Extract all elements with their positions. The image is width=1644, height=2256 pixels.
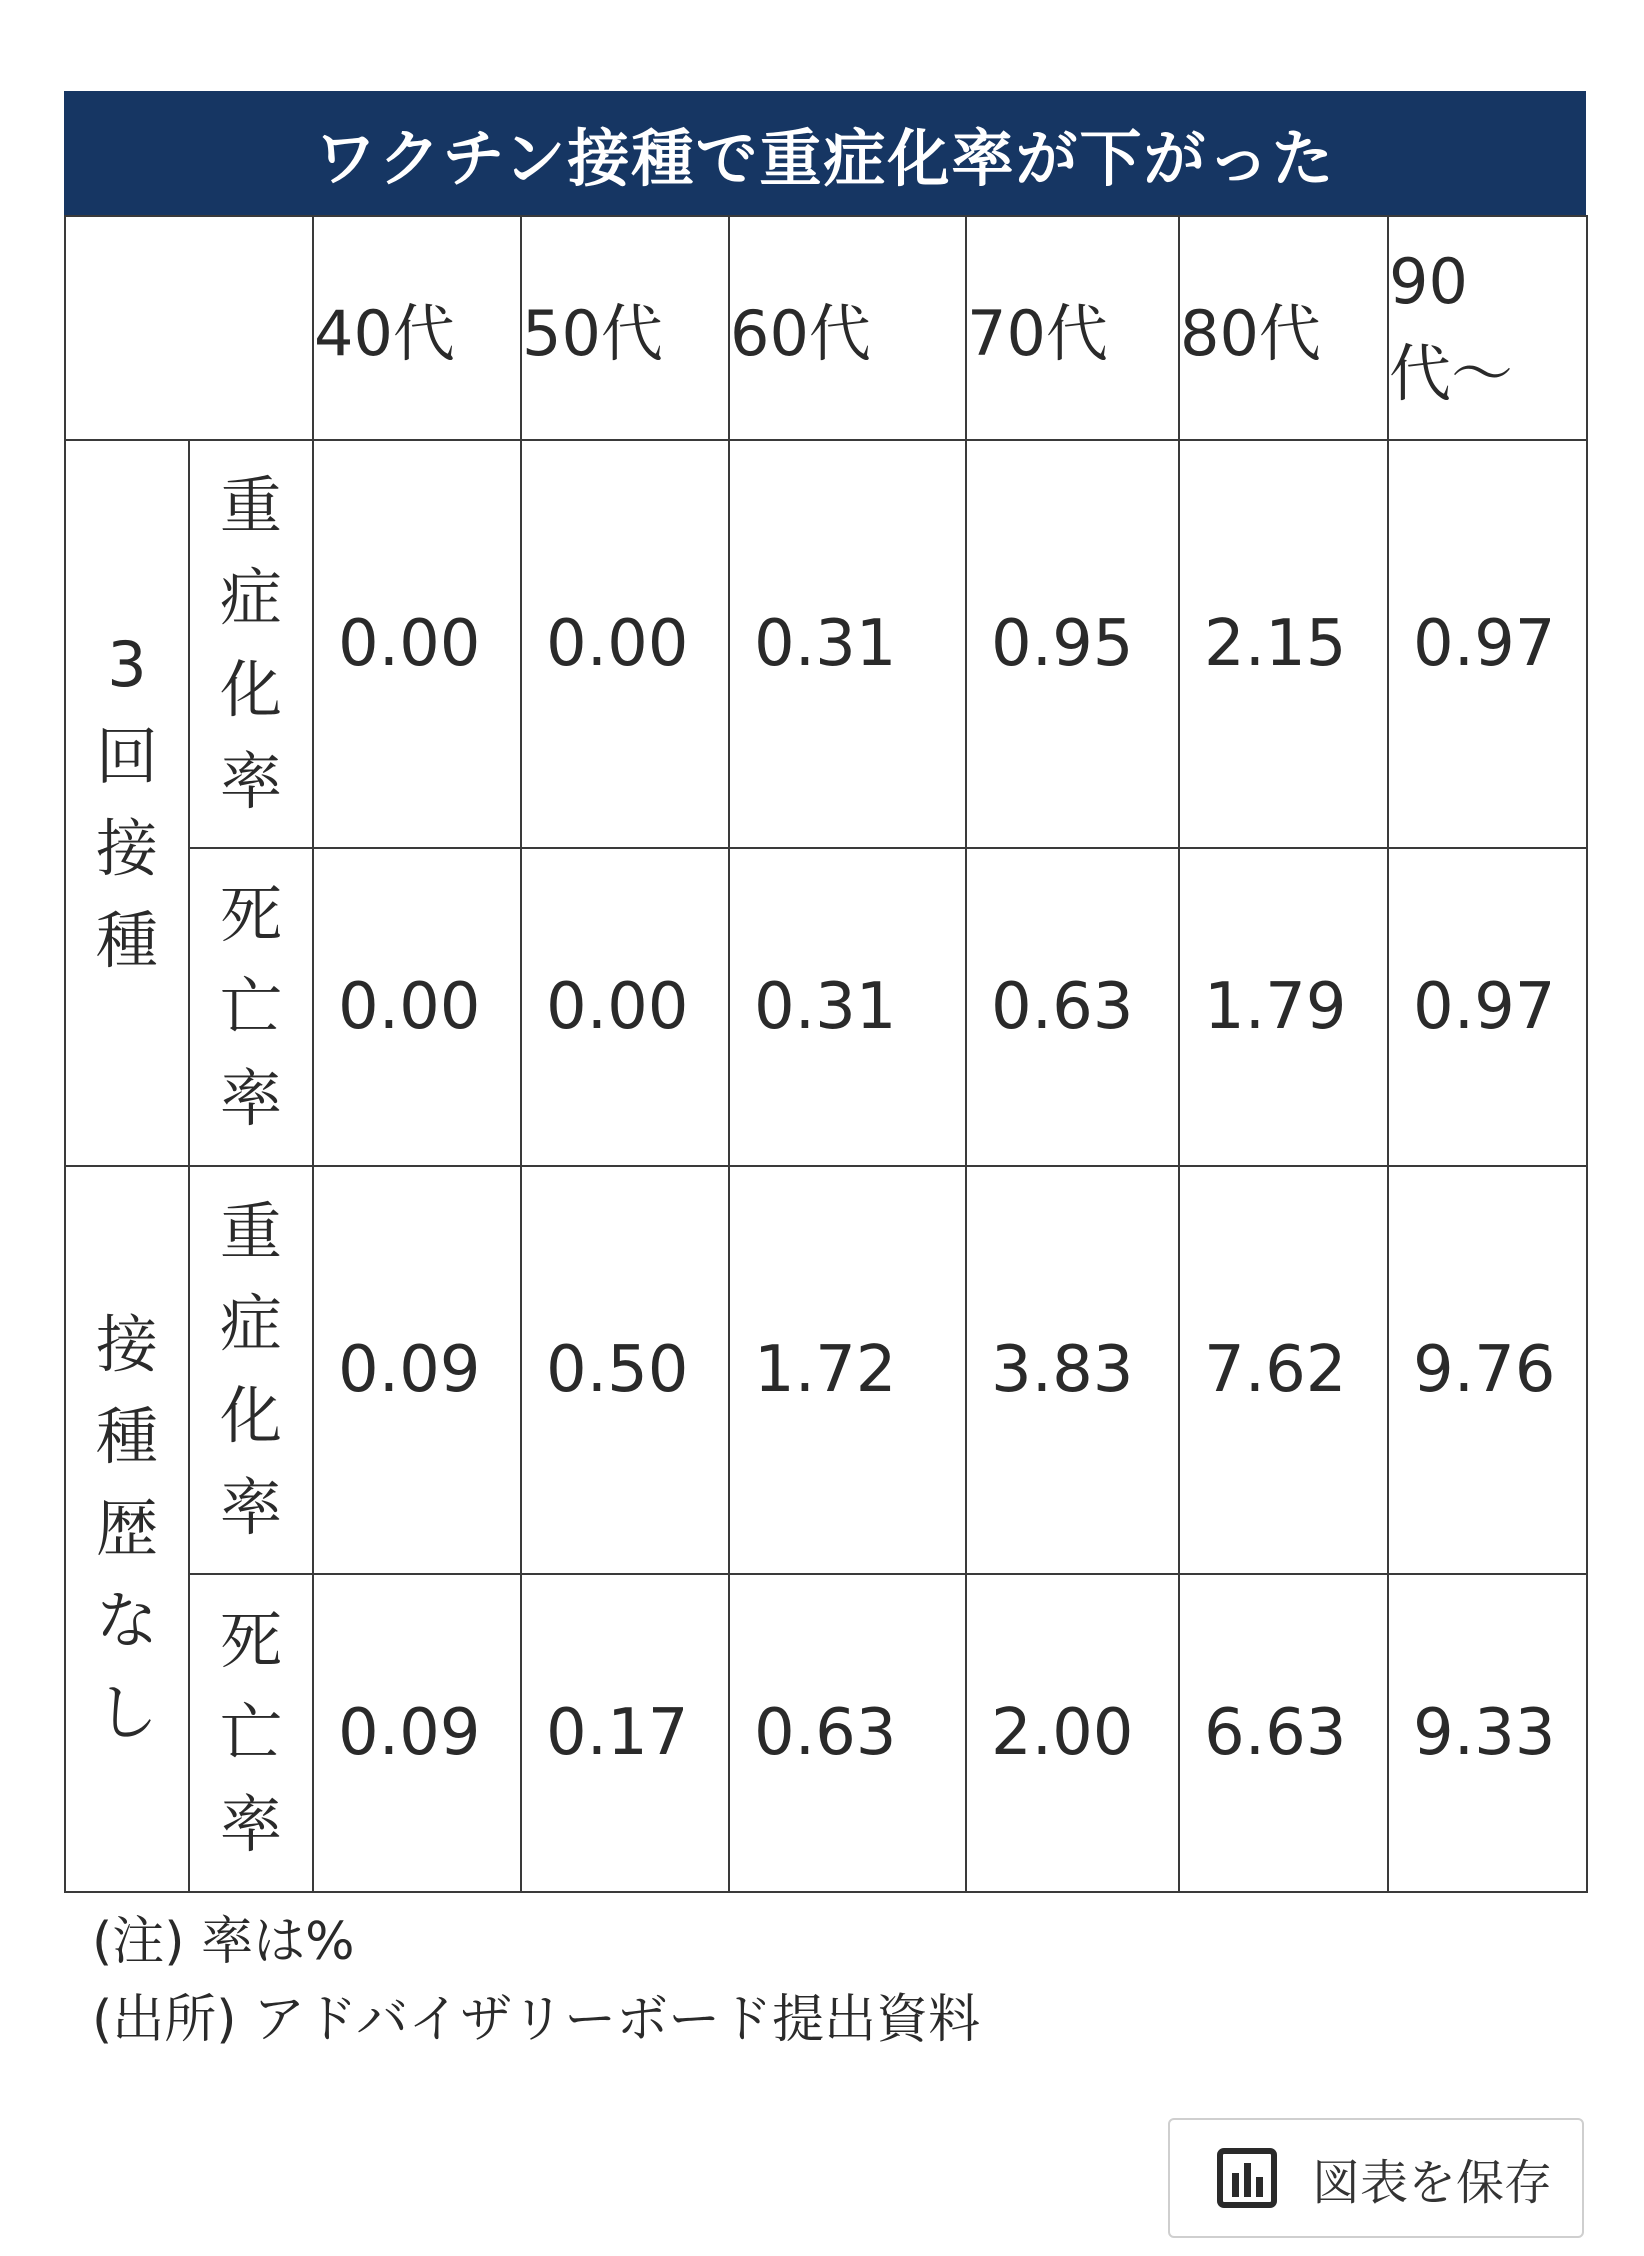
value-cell: 0.63 (966, 848, 1179, 1166)
group-label-char: 回 (95, 720, 158, 793)
metric-label-char: 死 (219, 1604, 282, 1677)
age-header-90 (1388, 216, 1587, 440)
group-label-char: 接 (95, 1308, 158, 1381)
group-label-char: な (95, 1584, 158, 1657)
value-cell: 0.00 (313, 848, 521, 1166)
value-cell: 0.31 (729, 848, 966, 1166)
metric-label-char: 率 (219, 745, 282, 818)
metric-label-char: 重 (219, 1195, 282, 1268)
metric-label-char: 重 (219, 469, 282, 542)
value-cell: 0.95 (966, 440, 1179, 848)
value-cell: 0.09 (313, 1574, 521, 1892)
group-label-char: 3 (107, 628, 147, 701)
age-header-50: 50代 (521, 216, 729, 440)
value-cell: 0.63 (729, 1574, 966, 1892)
value-cell: 2.00 (966, 1574, 1179, 1892)
value-cell: 0.00 (313, 440, 521, 848)
group-label-char: 種 (95, 904, 158, 977)
value-cell: 0.31 (729, 440, 966, 848)
metric-label-severe-rate (189, 440, 313, 848)
metric-label-char: 亡 (219, 970, 282, 1043)
table-row (65, 440, 1587, 848)
value-cell: 7.62 (1179, 1166, 1388, 1574)
age-header-90-line1: 90 (1389, 245, 1468, 318)
metric-label-char: 率 (219, 1788, 282, 1861)
table-row (65, 1166, 1587, 1574)
corner-cell (65, 216, 313, 440)
header-row (65, 216, 1587, 440)
group-label-3-doses (65, 440, 189, 1166)
note-unit: (注) 率は% (92, 1912, 355, 1972)
value-cell: 0.50 (521, 1166, 729, 1574)
group-label-char: 接 (95, 812, 158, 885)
age-header-70: 70代 (966, 216, 1179, 440)
data-table (64, 215, 1588, 1893)
metric-label-char: 症 (219, 1287, 282, 1360)
note-source: (出所) アドバイザリーボード提出資料 (92, 1990, 981, 2050)
value-cell: 0.09 (313, 1166, 521, 1574)
value-cell: 1.79 (1179, 848, 1388, 1166)
table-title: ワクチン接種で重症化率が下がった (64, 91, 1586, 215)
metric-label-char: 亡 (219, 1696, 282, 1769)
value-cell: 6.63 (1179, 1574, 1388, 1892)
age-header-60: 60代 (729, 216, 966, 440)
metric-label-char: 化 (219, 653, 282, 726)
metric-label-death-rate (189, 1574, 313, 1892)
metric-label-death-rate (189, 848, 313, 1166)
group-label-unvaccinated (65, 1166, 189, 1892)
value-cell: 1.72 (729, 1166, 966, 1574)
metric-label-char: 症 (219, 561, 282, 634)
age-header-90-line2: 代〜 (1389, 337, 1514, 410)
value-cell: 3.83 (966, 1166, 1179, 1574)
metric-label-severe-rate (189, 1166, 313, 1574)
value-cell: 0.17 (521, 1574, 729, 1892)
value-cell: 0.00 (521, 440, 729, 848)
value-cell: 0.97 (1388, 440, 1587, 848)
save-button-label: 図表を保存 (1312, 2154, 1553, 2211)
value-cell: 2.15 (1179, 440, 1388, 848)
group-label-char: 種 (95, 1400, 158, 1473)
value-cell: 9.33 (1388, 1574, 1587, 1892)
age-header-40: 40代 (313, 216, 521, 440)
bar-chart-icon (1216, 2147, 1278, 2209)
metric-label-char: 死 (219, 878, 282, 951)
group-label-char: し (95, 1676, 158, 1749)
table-row (65, 848, 1587, 1166)
metric-label-char: 化 (219, 1379, 282, 1452)
value-cell: 9.76 (1388, 1166, 1587, 1574)
metric-label-char: 率 (219, 1471, 282, 1544)
table-notes (92, 1903, 980, 2059)
group-label-char: 歴 (95, 1492, 158, 1565)
age-header-80: 80代 (1179, 216, 1388, 440)
save-chart-button[interactable] (1168, 2118, 1584, 2238)
metric-label-char: 率 (219, 1062, 282, 1135)
value-cell: 0.00 (521, 848, 729, 1166)
value-cell: 0.97 (1388, 848, 1587, 1166)
table-row (65, 1574, 1587, 1892)
